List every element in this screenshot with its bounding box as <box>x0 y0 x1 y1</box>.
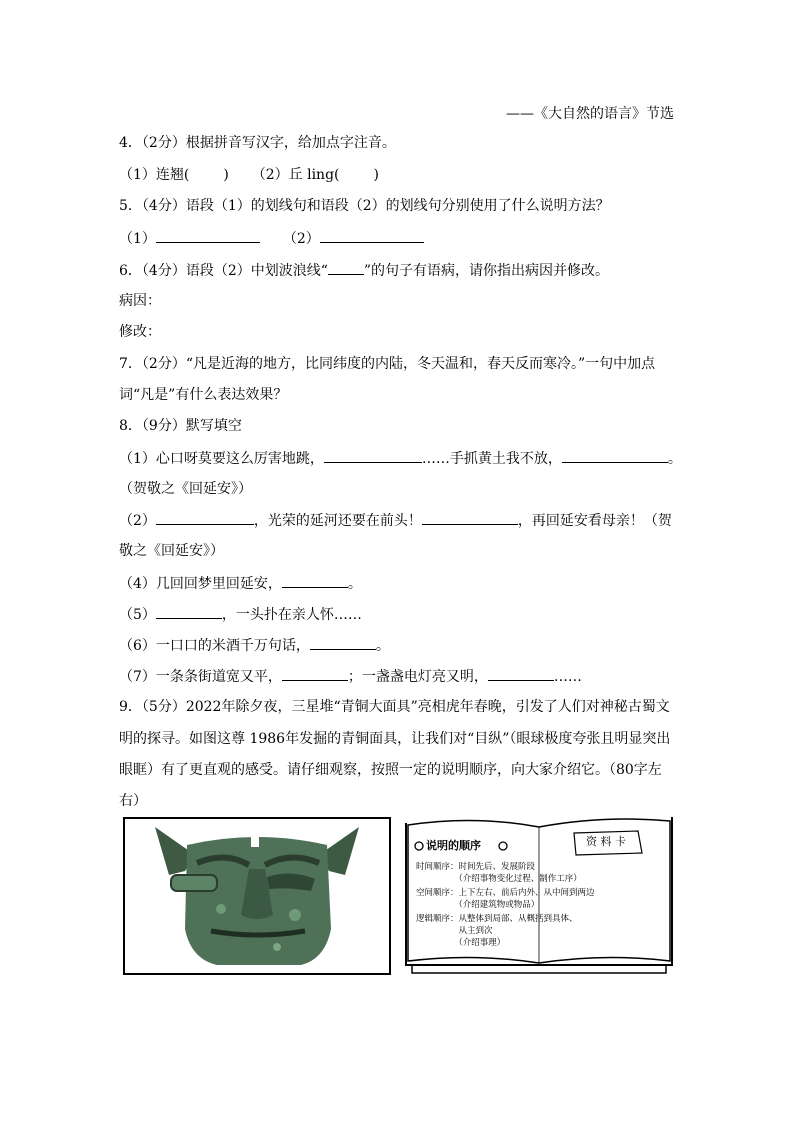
q5-stem: 5．（4分）语段（1）的划线句和语段（2）的划线句分别使用了什么说明方法？ <box>119 198 610 214</box>
q8-blank-1b[interactable] <box>562 448 668 463</box>
q8-blank-2b[interactable] <box>422 510 518 525</box>
q6-cause-label: 病因： <box>119 293 161 309</box>
q6-wavy-mark <box>328 260 364 275</box>
card-row: （介绍事理） <box>416 938 506 948</box>
q4-items: （1）连翘( ) （2）丘 ling( ) <box>119 167 379 183</box>
q8-line2: （2） ，光荣的延河还要在前头！ ，再回延安看母亲！（贺 <box>119 510 672 531</box>
source-citation: ——《大自然的语言》节选 <box>506 106 674 122</box>
card-tag: 资 料 卡 <box>586 835 626 848</box>
q8-blank-6[interactable] <box>310 635 376 650</box>
q5-answers: （1） （2） <box>119 228 424 249</box>
q5-answer1-blank[interactable] <box>156 228 260 243</box>
q9-line2: 明的探寻。如图这尊 1986年发掘的青铜面具，让我们对“目纵”（眼球极度夸张且明显突出 <box>119 731 671 747</box>
q8-blank-4[interactable] <box>282 573 348 588</box>
q8-blank-1a[interactable] <box>324 448 422 463</box>
q7-line1: 7．（2分）“凡是近海的地方，比同纬度的内陆，冬天温和，春天反而寒冷。”一句中加点 <box>119 356 656 372</box>
q4-stem: 4．（2分）根据拼音写汉字，给加点字注音。 <box>119 135 396 151</box>
q6-fix-label: 修改： <box>119 324 161 340</box>
q8-line1: （1）心口呀莫要这么厉害地跳， ……手抓黄土我不放， 。 <box>119 448 682 469</box>
q8-line1-source: （贺敬之《回延安》） <box>119 481 252 497</box>
q8-blank-7b[interactable] <box>488 666 554 681</box>
q7-line2: 词“凡是”有什么表达效果？ <box>119 387 288 403</box>
q8-line5: （5） ，一头扑在亲人怀…… <box>119 604 362 625</box>
q8-blank-7a[interactable] <box>282 666 348 681</box>
q8-line2-source: 敬之《回延安》） <box>119 543 224 559</box>
q9-line4: 右） <box>119 793 147 809</box>
q4-item1: （1）连翘( <box>119 167 190 183</box>
q5-answer2-blank[interactable] <box>320 228 424 243</box>
card-heading: 说明的顺序 <box>426 839 481 852</box>
q8-line7: （7）一条条街道宽又平， ；一盏盏电灯亮又明， …… <box>119 666 582 687</box>
card-row: （介绍事物变化过程、制作工序） <box>416 874 582 884</box>
card-row: 逻辑顺序：从整体到局部、从概括到具体、 <box>416 914 578 924</box>
bronze-mask-icon <box>125 819 389 973</box>
bronze-mask-image <box>123 817 391 975</box>
q8-line6: （6）一口口的米酒千万句话， 。 <box>119 635 390 656</box>
q4-item2: （2）丘 ling( <box>251 167 340 183</box>
q8-stem: 8．（9分）默写填空 <box>119 418 242 434</box>
card-row: 空间顺序：上下左右、前后内外、从中间到两边 <box>416 888 595 898</box>
q6-stem: 6．（4分）语段（2）中划波浪线“ ”的句子有语病，请你指出病因并修改。 <box>119 260 609 281</box>
q9-line3: 眼眶）有了更直观的感受。请仔细观察，按照一定的说明顺序，向大家介绍它。（80字左 <box>119 762 662 778</box>
card-row: 时间顺序：时间先后、发展阶段 <box>416 862 536 872</box>
q8-blank-2a[interactable] <box>156 510 254 525</box>
q8-blank-5[interactable] <box>156 604 222 619</box>
card-row: 从主到次 <box>416 926 493 936</box>
card-row: （介绍建筑物或物品） <box>416 900 540 910</box>
info-card <box>404 815 674 977</box>
q9-line1: 9．（5分）2022年除夕夜，三星堆“青铜大面具”亮相虎年春晚，引发了人们对神秘古蜀文 <box>119 699 670 715</box>
q8-line4: （4）几回回梦里回延安， 。 <box>119 573 362 594</box>
